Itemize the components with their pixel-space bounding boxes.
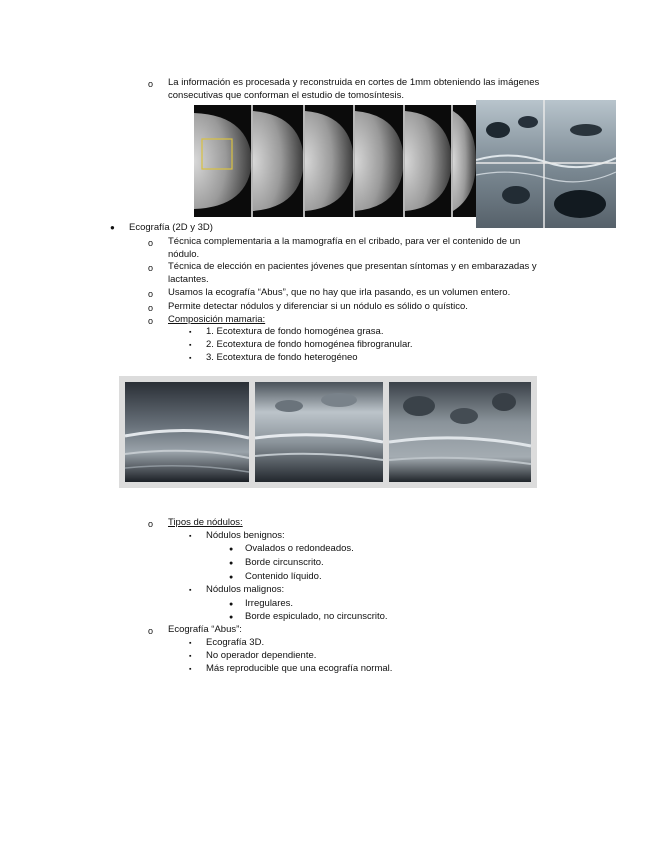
- benignos-item-3: Contenido líquido.: [245, 571, 322, 582]
- bullet-circle: o: [148, 263, 154, 273]
- bullet-circle: o: [148, 79, 154, 89]
- bullet-square: ▪: [189, 653, 192, 660]
- bullet-square: ▪: [189, 587, 192, 594]
- bullet-disc: ●: [229, 601, 234, 608]
- tomosynthesis-image: [194, 105, 476, 217]
- benignos-label: Nódulos benignos:: [206, 530, 285, 541]
- abus-item-2: No operador dependiente.: [206, 650, 317, 661]
- composicion-heading: Composición mamaria:: [168, 314, 266, 325]
- bullet-disc: ●: [229, 574, 234, 581]
- bullet-circle: o: [148, 519, 154, 529]
- bullet-square: ▪: [189, 342, 192, 349]
- bullet-disc: ●: [110, 223, 115, 232]
- composicion-item-2: 2. Ecotextura de fondo homogénea fibrogranular.: [206, 339, 413, 350]
- intro-text-line-1: La información es procesada y reconstruida en cortes de 1mm obteniendo las imágenes: [168, 77, 540, 88]
- abus-item-3: Más reproducible que una ecografía normal.: [206, 663, 393, 674]
- bullet-disc: ●: [229, 560, 234, 567]
- ecografia-item-3: Usamos la ecografía “Abus”, que no hay que irla pasando, es un volumen entero.: [168, 287, 511, 298]
- bullet-circle: o: [148, 289, 154, 299]
- ecografia-item-1: Técnica complementaria a la mamografía en el cribado, para ver el contenido de un: [168, 236, 521, 247]
- composicion-item-1: 1. Ecotextura de fondo homogénea grasa.: [206, 326, 384, 337]
- ecografia-item-2-cont: lactantes.: [168, 274, 209, 285]
- intro-text-line-2: consecutivas que conforman el estudio de tomosíntesis.: [168, 90, 405, 101]
- benignos-item-1: Ovalados o redondeados.: [245, 543, 354, 554]
- ecografia-item-4: Permite detectar nódulos y diferenciar si un nódulo es sólido o quístico.: [168, 301, 468, 312]
- malignos-item-1: Irregulares.: [245, 598, 294, 609]
- tipos-heading: Tipos de nódulos:: [168, 517, 243, 528]
- ecografia-item-2: Técnica de elección en pacientes jóvenes que presentan síntomas y en embarazadas y: [168, 261, 537, 272]
- ecografia-item-1-cont: nódulo.: [168, 249, 200, 260]
- bullet-square: ▪: [189, 666, 192, 673]
- bullet-disc: ●: [229, 546, 234, 553]
- bullet-circle: o: [148, 238, 154, 248]
- abus-heading: Ecografía “Abus”:: [168, 624, 242, 635]
- abus-item-1: Ecografía 3D.: [206, 637, 265, 648]
- benignos-item-2: Borde circunscrito.: [245, 557, 324, 568]
- ecografia-heading: Ecografía (2D y 3D): [129, 222, 213, 233]
- bullet-square: ▪: [189, 355, 192, 362]
- ultrasound-closeup-image: [476, 100, 616, 228]
- bullet-square: ▪: [189, 640, 192, 647]
- ecotextura-images: [119, 376, 537, 488]
- bullet-circle: o: [148, 626, 154, 636]
- bullet-disc: ●: [229, 614, 234, 621]
- bullet-circle: o: [148, 303, 154, 313]
- malignos-item-2: Borde espiculado, no circunscrito.: [245, 611, 388, 622]
- bullet-circle: o: [148, 316, 154, 326]
- bullet-square: ▪: [189, 329, 192, 336]
- bullet-square: ▪: [189, 533, 192, 540]
- malignos-label: Nódulos malignos:: [206, 584, 285, 595]
- composicion-item-3: 3. Ecotextura de fondo heterogéneo: [206, 352, 358, 363]
